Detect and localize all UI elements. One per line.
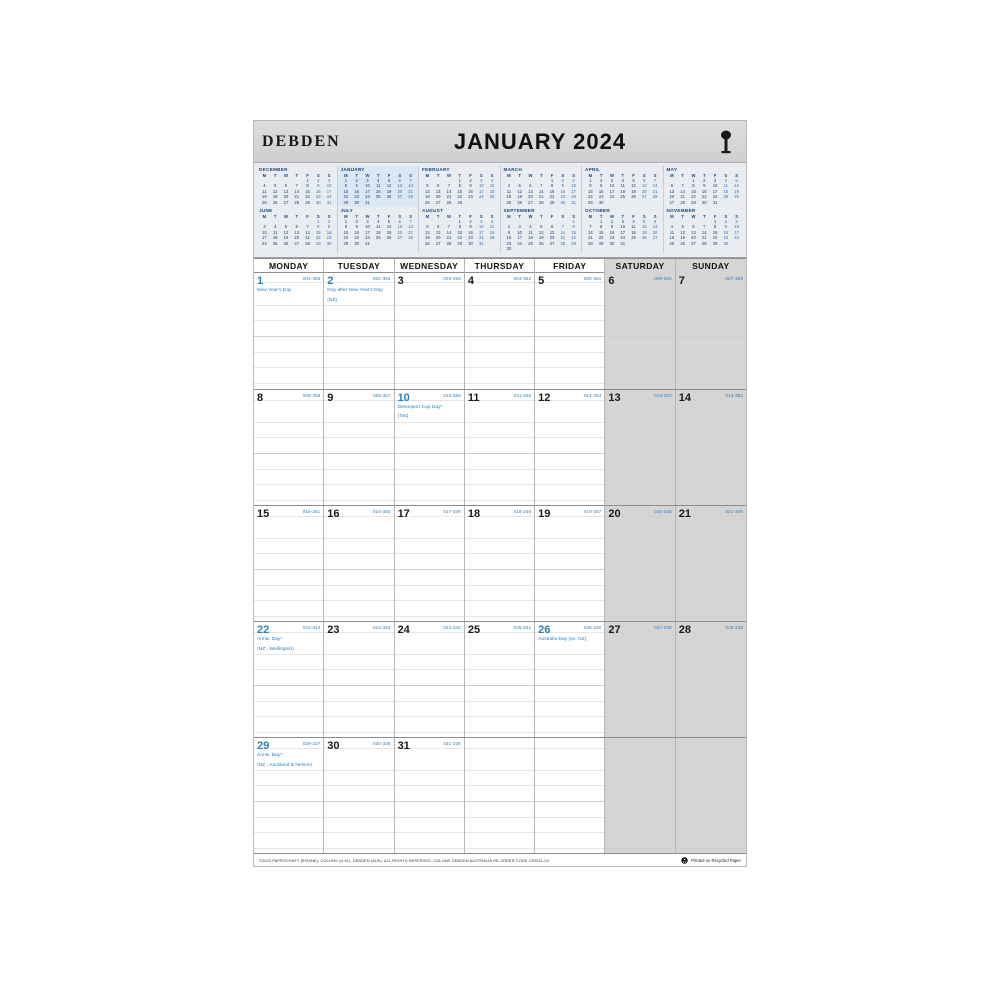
mini-day-grid: 1 2 3 4 5 6 7 8 9 10 11 12 13 14 15 16 17 18 19 20 21 22 23 24 25 26 27 28 29 30	[669, 219, 739, 246]
day-number: 31	[397, 740, 410, 753]
mini-month-april[interactable]	[582, 166, 664, 207]
day-of-year-code: 025-341	[513, 625, 532, 631]
mini-dow-row: M T W T F S S	[344, 173, 412, 178]
day-number: 9	[327, 391, 334, 404]
day-of-year-code: 018-348	[513, 508, 532, 514]
day-number: 25	[467, 624, 481, 637]
mini-dow-row: M T W T F S S	[262, 173, 331, 178]
day-of-year-code: 030-336	[373, 741, 391, 747]
month-grid	[254, 273, 746, 853]
week-row	[254, 622, 746, 738]
day-number: 10	[397, 391, 410, 404]
mini-month-september[interactable]	[501, 207, 583, 253]
day-number: 26	[538, 624, 551, 637]
day-number: 29	[257, 740, 270, 753]
week-row	[254, 390, 746, 506]
day-of-year-code: 029-337	[302, 741, 321, 747]
day-cell[interactable]	[254, 506, 324, 621]
day-cell[interactable]	[395, 273, 465, 388]
day-cell[interactable]	[465, 390, 535, 505]
day-header-monday: MONDAY	[254, 259, 324, 273]
day-cell[interactable]	[395, 738, 465, 853]
week-row	[254, 273, 746, 389]
mini-day-grid: 1 2 3 4 5 6 7 8 9 10 11 12 13 14 15 16 17 18 19 20 21 22 23 24 25 26 27 28 29 30 31	[343, 178, 413, 205]
day-of-year-code: 003-363	[443, 276, 461, 282]
mini-dow-row: M T W T F S S	[262, 214, 331, 220]
mini-month-july[interactable]	[338, 207, 420, 253]
day-cell[interactable]	[395, 622, 465, 737]
day-of-year-code: 031-335	[443, 741, 461, 747]
mini-day-grid: 1 2 3 4 5 6 7 8 9 10 11 12 13 14 15 16 17 18 19 20 21 22 23 24 25 26 27 28 29 30	[262, 219, 332, 246]
day-cell[interactable]	[324, 390, 394, 505]
year-planner-row-1	[256, 166, 744, 207]
day-number: 3	[397, 275, 404, 288]
day-header-thursday: THURSDAY	[465, 259, 535, 273]
mini-month-october[interactable]	[582, 207, 664, 253]
day-of-year-code: 002-364	[373, 276, 391, 282]
day-cell[interactable]	[324, 273, 394, 388]
day-cell[interactable]	[605, 390, 675, 505]
day-header-tuesday: TUESDAY	[324, 259, 394, 273]
day-cell[interactable]	[535, 622, 605, 737]
day-event-label: Australia Day (ex. NZ)	[538, 637, 587, 643]
day-number: 21	[678, 507, 691, 520]
day-of-year-code: 026-340	[583, 625, 602, 631]
mini-dow-row: M T W T F S S	[507, 214, 575, 220]
year-planner	[254, 163, 746, 258]
mini-month-august[interactable]	[419, 207, 501, 253]
day-number: 19	[538, 507, 551, 520]
recycled-paper-note	[681, 857, 741, 864]
mini-month-label: NOVEMBER	[666, 208, 696, 214]
mini-day-grid: 1 2 3 4 5 6 7 8 9 10 11 12 13 14 15 16 17 18 19 20 21 22 23 24 25 26 27 28 29 30 31	[343, 219, 413, 246]
mini-month-january[interactable]	[338, 166, 420, 207]
mini-dow-row: M T W T F S S	[507, 173, 575, 178]
day-cell[interactable]	[254, 622, 324, 737]
day-cell[interactable]	[605, 506, 675, 621]
day-of-year-code: 027-339	[654, 625, 672, 631]
mini-day-grid: 1 2 3 4 5 6 7 8 9 10 11 12 13 14 15 16 17 18 19 20 21 22 23 24 25 26 27 28 29 30 31	[506, 178, 576, 205]
day-of-year-code: 010-356	[443, 392, 461, 398]
day-of-year-code: 028-338	[725, 625, 743, 631]
mini-month-november[interactable]	[664, 207, 745, 253]
day-cell[interactable]	[324, 622, 394, 737]
day-of-week-header	[254, 258, 746, 273]
day-number: 7	[678, 275, 685, 288]
day-of-year-code: 005-361	[583, 276, 602, 282]
mini-day-grid: 1 2 3 4 5 6 7 8 9 10 11 12 13 14 15 16 17 18 19 20 21 22 23 24 25 26 27 28 29	[425, 178, 495, 205]
day-of-year-code: 009-357	[373, 392, 391, 398]
mini-dow-row: M T W T F S S	[588, 214, 657, 220]
brand-logo: DEBDEN	[262, 132, 341, 150]
day-of-year-code: 017-349	[443, 508, 461, 514]
day-of-year-code: 016-350	[373, 508, 391, 514]
day-number: 4	[467, 275, 474, 288]
day-of-year-code: 020-346	[654, 508, 672, 514]
mini-month-may[interactable]	[664, 166, 745, 207]
day-number: 24	[397, 624, 410, 637]
mini-day-grid: 1 2 3 4 5 6 7 8 9 10 11 12 13 14 15 16 17 18 19 20 21 22 23 24 25 26 27 28 29 30	[588, 178, 658, 205]
mini-month-label: JANUARY	[340, 167, 365, 172]
day-of-year-code: 001-365	[302, 276, 321, 282]
recycle-icon	[681, 857, 688, 864]
day-number: 18	[467, 507, 481, 520]
day-cell[interactable]	[535, 390, 605, 505]
mini-month-label: JULY	[340, 208, 354, 214]
day-cell[interactable]	[465, 273, 535, 388]
day-number: 5	[538, 275, 545, 288]
day-of-year-code: 011-355	[513, 392, 532, 398]
mini-month-label: MAY	[666, 167, 678, 172]
mini-month-march[interactable]	[501, 166, 583, 207]
day-number: 28	[678, 624, 691, 637]
day-of-year-code: 021-345	[725, 508, 743, 514]
day-number: 1	[257, 275, 264, 288]
day-number: 11	[467, 391, 480, 404]
day-event-label: Anniv. Day*	[257, 637, 283, 643]
day-cell[interactable]	[324, 506, 394, 621]
calendar-header	[254, 121, 746, 163]
mini-month-february[interactable]	[419, 166, 501, 207]
day-number: 17	[397, 507, 410, 520]
day-number: 2	[327, 275, 334, 288]
mini-month-label: FEBRUARY	[422, 167, 450, 172]
day-event-label: (NZ - Wellington)	[257, 646, 294, 652]
day-event-label: (NZ)	[327, 297, 338, 303]
mini-dow-row: M T W T F S S	[670, 214, 738, 220]
mini-dow-row: M T W T F S S	[588, 173, 657, 178]
day-cell[interactable]	[535, 273, 605, 388]
day-number: 23	[327, 624, 340, 637]
calendar-footer	[254, 853, 746, 867]
day-cell[interactable]	[254, 738, 324, 853]
mini-month-june[interactable]	[256, 207, 338, 253]
mini-month-december[interactable]	[256, 166, 338, 207]
mini-dow-row: M T W T F S S	[670, 173, 738, 178]
mini-month-label: OCTOBER	[585, 208, 610, 214]
day-of-year-code: 015-351	[302, 508, 321, 514]
day-number: 13	[608, 391, 621, 404]
day-number: 22	[257, 624, 270, 637]
day-cell[interactable]	[465, 506, 535, 621]
day-cell[interactable]	[605, 622, 675, 737]
day-cell[interactable]	[676, 506, 746, 621]
calendar-page	[253, 120, 747, 867]
day-cell[interactable]	[465, 738, 535, 853]
day-of-year-code: 008-358	[302, 392, 321, 398]
mini-month-label: JUNE	[259, 208, 273, 214]
day-cell[interactable]	[254, 273, 324, 388]
day-cell[interactable]	[535, 738, 605, 853]
day-of-year-code: 004-362	[513, 276, 532, 282]
day-cell[interactable]	[676, 273, 746, 388]
day-number: 27	[608, 624, 621, 637]
mini-dow-row: M T W T F S S	[425, 173, 494, 178]
day-number: 14	[678, 391, 691, 404]
mini-dow-row: M T W T F S S	[344, 214, 412, 220]
week-row	[254, 506, 746, 622]
day-number: 12	[538, 391, 551, 404]
day-cell[interactable]	[395, 506, 465, 621]
day-event-label: Anniv. Day*	[257, 753, 283, 759]
mini-day-grid: 1 2 3 4 5 6 7 8 9 10 11 12 13 14 15 16 17 18 19 20 21 22 23 24 25 26 27 28 29 30	[506, 219, 576, 252]
day-cell[interactable]	[395, 390, 465, 505]
debden-torch-icon	[716, 130, 736, 154]
day-cell[interactable]	[535, 506, 605, 621]
day-of-year-code: 013-353	[654, 392, 672, 398]
day-number: 20	[608, 507, 621, 520]
day-number: 15	[257, 507, 270, 520]
day-cell[interactable]	[605, 273, 675, 388]
copyright-text: ©2023 PAPROCRAFT (B'RANE), COLLINS (U.M.), DEBDEN (AUS). ALL RIGHTS RESERVED. COLLINS DEBDEN AUSTRALIA RE-ORDER CODE CE9011-24	[259, 858, 549, 864]
day-cell[interactable]	[324, 738, 394, 853]
week-row	[254, 738, 746, 853]
page-title: JANUARY 2024	[453, 128, 627, 154]
day-of-year-code: 022-344	[302, 625, 321, 631]
day-of-year-code: 006-360	[654, 276, 672, 282]
day-header-wednesday: WEDNESDAY	[395, 259, 465, 273]
day-header-saturday: SATURDAY	[605, 259, 675, 273]
day-of-year-code: 024-342	[443, 625, 461, 631]
recycled-paper-label: Printed on Recycled Paper	[691, 858, 741, 864]
mini-month-label: MARCH	[503, 167, 523, 172]
mini-dow-row: M T W T F S S	[425, 214, 494, 220]
day-number: 30	[327, 740, 340, 753]
day-event-label: Devonport Cup Day*	[397, 404, 443, 410]
day-event-label: (Tas)	[397, 414, 409, 420]
day-number: 16	[327, 507, 340, 520]
day-cell[interactable]	[605, 738, 675, 853]
mini-month-label: SEPTEMBER	[503, 208, 535, 214]
day-header-sunday: SUNDAY	[676, 259, 746, 273]
day-number: 8	[257, 391, 264, 404]
day-event-label: (NZ - Auckland & Nelson)	[257, 762, 313, 768]
day-cell[interactable]	[676, 390, 746, 505]
mini-month-label: AUGUST	[422, 208, 444, 214]
mini-day-grid: 1 2 3 4 5 6 7 8 9 10 11 12 13 14 15 16 17 18 19 20 21 22 23 24 25 26 27 28 29 30 31	[669, 178, 739, 205]
day-event-label: Day after New Year's Day	[327, 288, 383, 294]
mini-day-grid: 1 2 3 4 5 6 7 8 9 10 11 12 13 14 15 16 17 18 19 20 21 22 23 24 25 26 27 28 29 30 31	[262, 178, 332, 205]
day-cell[interactable]	[676, 622, 746, 737]
mini-day-grid: 1 2 3 4 5 6 7 8 9 10 11 12 13 14 15 16 17 18 19 20 21 22 23 24 25 26 27 28 29 30 31	[425, 219, 495, 246]
year-planner-row-2	[256, 207, 744, 253]
day-cell[interactable]	[254, 390, 324, 505]
day-of-year-code: 019-347	[583, 508, 602, 514]
day-event-label: New Year's Day	[257, 288, 292, 294]
day-number: 6	[608, 275, 615, 288]
mini-month-label: DECEMBER	[259, 167, 288, 172]
day-cell[interactable]	[465, 622, 535, 737]
mini-day-grid: 1 2 3 4 5 6 7 8 9 10 11 12 13 14 15 16 17 18 19 20 21 22 23 24 25 26 27 28 29 30 31	[588, 219, 658, 246]
day-of-year-code: 012-354	[583, 392, 602, 398]
day-header-friday: FRIDAY	[535, 259, 605, 273]
mini-month-label: APRIL	[585, 167, 601, 172]
day-of-year-code: 007-359	[725, 276, 743, 282]
day-of-year-code: 023-343	[373, 625, 391, 631]
day-cell[interactable]	[676, 738, 746, 853]
day-of-year-code: 014-352	[725, 392, 743, 398]
